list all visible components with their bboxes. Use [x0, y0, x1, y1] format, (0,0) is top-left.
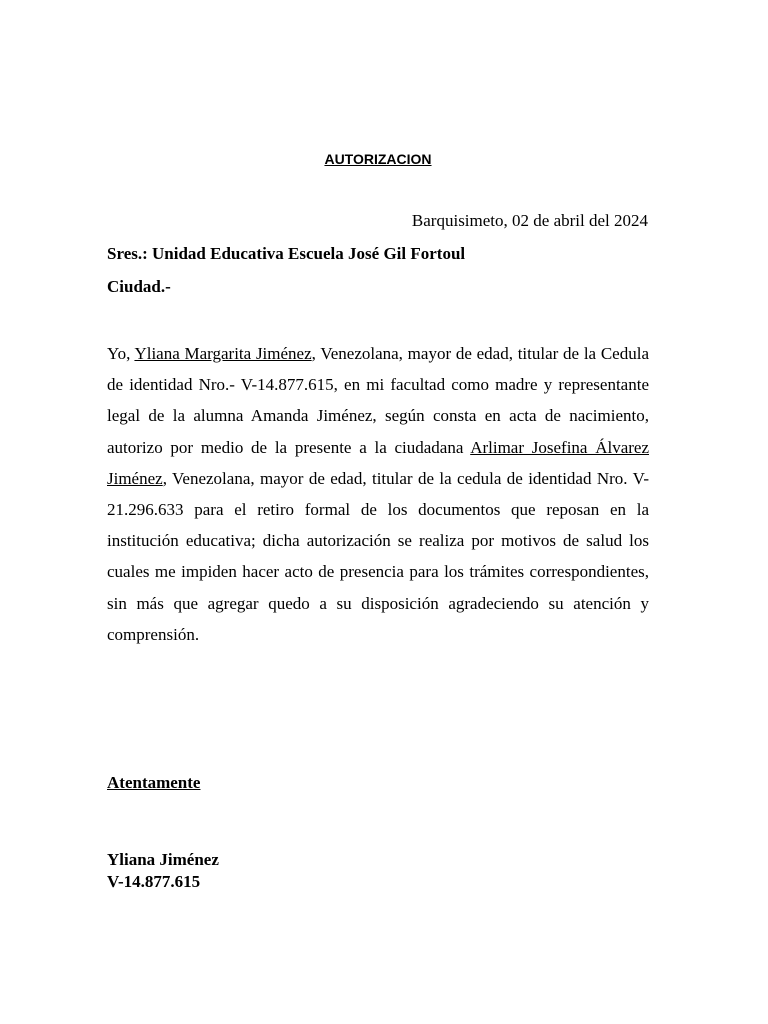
- authorizer-name: Yliana Margarita Jiménez: [134, 344, 312, 363]
- signer-id: V-14.877.615: [107, 872, 201, 891]
- place-date: Barquisimeto, 02 de abril del 2024: [411, 211, 648, 230]
- closing-salutation: Atentamente: [107, 773, 201, 792]
- authorization-body: [107, 338, 649, 650]
- body-part-1: Yo,: [107, 344, 135, 363]
- document-title: AUTORIZACION: [324, 151, 432, 167]
- authorized-name: Arlimar Josefina Álvarez Jiménez: [107, 437, 649, 488]
- city-line: Ciudad.-: [107, 277, 171, 296]
- body-part-3: , Venezolana, mayor de edad, titular de la cedula de identidad Nro. V-21.296.633 para el retiro formal de los documentos que reposan en la institución educativa; dicha autorización se realiza por motivos de salud los cuales me impiden hacer acto de presencia para los trámites correspondientes, sin más que agregar quedo a su disposición agradeciendo su atención y comprensión.: [107, 468, 649, 644]
- recipient-line: Sres.: Unidad Educativa Escuela José Gil Fortoul: [107, 244, 466, 263]
- signer-name: Yliana Jiménez: [107, 850, 219, 869]
- body-part-2: , Venezolana, mayor de edad, titular de la Cedula de identidad Nro.- V-14.877.615, en mi facultad como madre y representante legal de la alumna Amanda Jiménez, según consta en acta de nacimiento, autorizo por medio de la presente a la ciudadana: [107, 344, 649, 457]
